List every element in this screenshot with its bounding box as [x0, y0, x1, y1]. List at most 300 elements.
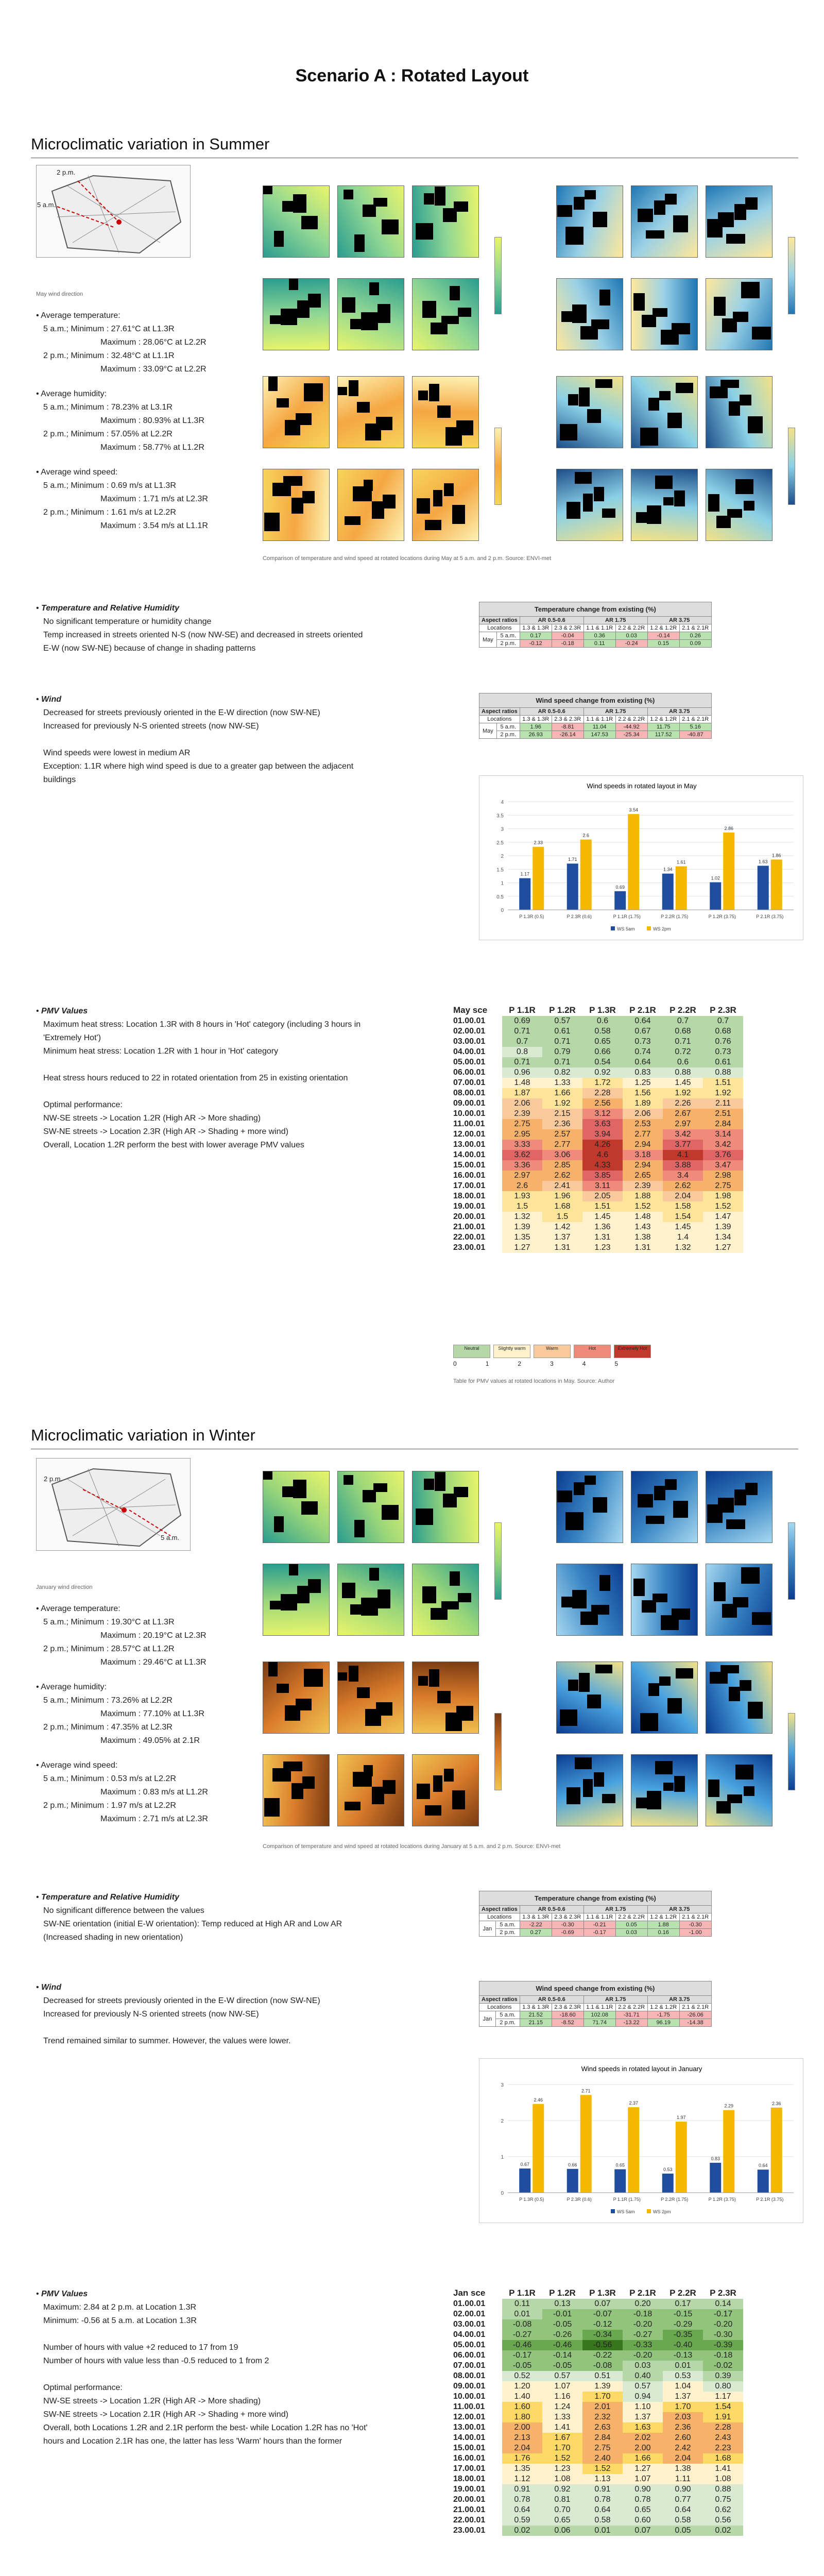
pmv-cell: -0.18 [623, 2309, 663, 2319]
pmv-cell: -0.27 [623, 2330, 663, 2340]
pmv-cell: 1.89 [623, 1098, 663, 1109]
value-cell: 0.15 [647, 640, 679, 648]
value-cell: 26.93 [520, 731, 552, 739]
legend-label: WS 2pm [653, 926, 671, 931]
simulation-map-tile [556, 278, 623, 350]
building-block [441, 316, 459, 324]
pmv-table [453, 2287, 743, 2536]
table-title: Wind speed change from existing (%) [479, 693, 712, 708]
building-block [572, 1590, 587, 1608]
building-block [301, 216, 318, 229]
table-row [453, 2526, 743, 2536]
building-block [454, 201, 468, 212]
scale-tick: 4 [582, 1360, 586, 1367]
pmv-cell: 2.00 [623, 2443, 663, 2453]
time-cell: 2 p.m. [495, 2019, 520, 2027]
building-block [281, 309, 297, 325]
pmv-cell: 0.70 [542, 2505, 582, 2515]
pmv-cell: 1.92 [703, 1088, 743, 1098]
simulation-map-tile [412, 1471, 479, 1543]
map-colour-legend [494, 1713, 502, 1790]
simulation-map-tile [706, 469, 772, 541]
stat-line: Maximum : 1.71 m/s at L2.3R [100, 495, 208, 503]
value-cell: 0.17 [520, 632, 552, 640]
building-block [433, 490, 442, 506]
building-block [673, 1501, 688, 1518]
building-block [599, 290, 610, 306]
table-row [453, 1140, 743, 1150]
building-block [602, 1794, 615, 1803]
text-line: Increased for previously N-S oriented streets (now NW-SE) [43, 722, 259, 731]
pmv-cell: 0.90 [623, 2484, 663, 2495]
pmv-cell: 1.33 [542, 2412, 582, 2422]
pmv-cell: 1.68 [703, 2453, 743, 2464]
building-block [748, 1702, 763, 1719]
pmv-cell: 0.88 [663, 1067, 703, 1078]
x-tick-label: P 2.1R (3.75) [756, 914, 784, 919]
building-block [648, 1683, 659, 1696]
building-block [665, 1479, 677, 1490]
building-block [714, 1582, 726, 1601]
time-cell: 14.00.01 [453, 2433, 486, 2442]
pmv-cell: 0.71 [542, 1037, 582, 1047]
pmv-cell: 1.48 [623, 1212, 663, 1222]
simulation-map-tile [412, 1564, 479, 1636]
pmv-cell: 1.31 [582, 1232, 623, 1243]
text-line: hours and Location 2.1R has one, the latter has less 'Warm' hours than the former [43, 2437, 342, 2446]
pmv-cell: 1.87 [502, 1088, 542, 1098]
summer-pmv-table [453, 1005, 743, 1253]
scale-tick: 0 [453, 1360, 457, 1367]
pmv-cell: 2.23 [703, 2443, 743, 2453]
bar [662, 2174, 674, 2193]
building-block [382, 219, 399, 234]
building-block [727, 509, 742, 518]
pmv-cell: 1.92 [663, 1088, 703, 1098]
bar [710, 2163, 721, 2193]
simulation-map-tile [706, 1564, 772, 1636]
winter-stat-humidity: • Average humidity: 5 a.m.; Minimum : 73.26% at L2.2R Maximum : 77.10% at L1.3R 2 p.m.; Minimum : 47.35% at L2.3R Maximum : 49.05% at 2.1R [36, 1681, 252, 1748]
stat-head: Average wind speed: [41, 1761, 118, 1770]
pmv-cell: -0.39 [703, 2340, 743, 2350]
time-cell: 06.00.01 [453, 1068, 486, 1077]
stat-line: 5 a.m.; Minimum : 73.26% at L2.2R [43, 1696, 173, 1705]
pmv-cell: 2.03 [663, 2412, 703, 2422]
stat-line: Maximum : 58.77% at L1.2R [100, 443, 204, 452]
pmv-cell: 3.11 [582, 1181, 623, 1191]
pmv-cell: 2.94 [623, 1140, 663, 1150]
pmv-cell: 2.97 [663, 1119, 703, 1129]
building-block [710, 386, 728, 398]
building-block [752, 327, 771, 340]
table-row [453, 2371, 743, 2381]
pmv-cell: 3.88 [663, 1160, 703, 1171]
building-block [425, 520, 441, 530]
site-map-svg [37, 165, 191, 258]
table-row [453, 2505, 743, 2515]
value-cell: -0.24 [615, 640, 647, 648]
building-block [417, 498, 430, 514]
time-cell: 5 a.m. [496, 723, 520, 731]
pmv-cell: 1.42 [542, 1222, 582, 1232]
pmv-cell: 0.51 [582, 2371, 623, 2381]
building-block [663, 1783, 674, 1791]
winter-simulation-maps [263, 1461, 819, 1842]
building-block [655, 1761, 673, 1774]
change-table [479, 1891, 712, 1937]
value-cell: -8.52 [552, 2019, 583, 2027]
building-block [450, 1571, 460, 1586]
pmv-cell: 0.66 [582, 1047, 623, 1057]
table-row [453, 2392, 743, 2402]
value-cell: -0.17 [583, 1929, 615, 1937]
x-tick-label: P 2.2R (1.75) [661, 2197, 689, 2202]
temp-head: Temperature and Relative Humidity [41, 604, 179, 613]
pmv-cell: 1.39 [582, 2381, 623, 2392]
pmv-cell: 1.32 [502, 1212, 542, 1222]
building-block [560, 424, 577, 440]
time-cell: 5 a.m. [495, 1921, 520, 1929]
legend-swatch [647, 2209, 651, 2213]
text-line: E-W (now SW-NE) because of change in shading patterns [43, 644, 256, 653]
building-block [572, 304, 587, 323]
loc-header: 1.2 & 1.2R [647, 2004, 679, 2011]
pmv-cell: 2.13 [502, 2433, 542, 2443]
x-tick-label: P 1.1R (1.75) [613, 914, 641, 919]
building-block [741, 282, 760, 298]
pmv-cell: 0.71 [502, 1057, 542, 1067]
building-block [579, 1673, 590, 1692]
simulation-map-tile [706, 1754, 772, 1826]
value-cell: -0.69 [552, 1929, 583, 1937]
y-tick-label: 3.5 [496, 813, 504, 819]
pmv-cell: 2.02 [623, 2433, 663, 2443]
building-block [574, 1482, 585, 1495]
building-block [304, 1669, 323, 1687]
time-cell: 2 p.m. [495, 1929, 520, 1937]
data-label: 2.46 [534, 2097, 543, 2103]
pmv-cell: 2.60 [663, 2433, 703, 2443]
pmv-cell: 0.07 [582, 2299, 623, 2309]
value-cell: 0.16 [647, 1929, 679, 1937]
building-block [383, 1780, 396, 1794]
loc-header: 2.1 & 2.1R [679, 624, 711, 632]
data-label: 2.6 [582, 833, 590, 838]
simulation-map-tile [556, 185, 623, 258]
building-block [720, 380, 739, 388]
building-block [357, 402, 370, 413]
simulation-map-tile [337, 1471, 404, 1543]
pmv-cell: -0.56 [582, 2340, 623, 2350]
bar [628, 814, 639, 910]
simulation-map-tile [631, 1471, 698, 1543]
table-row [453, 1098, 743, 1109]
pmv-cell: 0.92 [582, 1067, 623, 1078]
table-row [453, 2402, 743, 2412]
value-cell: -26.14 [552, 731, 583, 739]
x-tick-label: P 2.3R (0.6) [566, 2197, 592, 2202]
pmv-cell: 1.45 [663, 1222, 703, 1232]
pmv-cell: 0.71 [502, 1026, 542, 1037]
text-spacer [36, 2328, 458, 2341]
pmv-cell: 1.37 [663, 2392, 703, 2402]
time-cell: 5 a.m. [496, 632, 520, 640]
pmv-col-header: P 2.1R [629, 1005, 656, 1015]
pmv-cell: 1.25 [623, 1078, 663, 1088]
loc-header: 2.1 & 2.1R [679, 1913, 711, 1921]
simulation-map-tile [263, 1662, 330, 1734]
loc-header: 2.2 & 2.2R [615, 2004, 647, 2011]
pmv-cell: -0.18 [703, 2350, 743, 2361]
stat-line: 2 p.m.; Minimum : 28.57°C at L1.2R [43, 1645, 175, 1653]
building-block [302, 1776, 315, 1789]
stat-line: Maximum : 29.46°C at L1.3R [100, 1658, 207, 1667]
pmv-cell: 2.36 [663, 2422, 703, 2433]
pmv-cell: 0.7 [703, 1016, 743, 1026]
value-cell: 1.96 [520, 723, 552, 731]
pmv-cell: 2.00 [502, 2422, 542, 2433]
building-block [647, 1791, 661, 1809]
building-block [566, 502, 580, 519]
building-block [283, 1761, 302, 1771]
pmv-cell: 2.04 [502, 2443, 542, 2453]
pmv-cell: 2.42 [663, 2443, 703, 2453]
stat-line: 2 p.m.; Minimum : 1.61 m/s at L2.2R [43, 508, 176, 517]
data-label: 0.64 [758, 2163, 768, 2168]
pmv-cell: -0.27 [502, 2330, 542, 2340]
text-line: 'Extremely Hot') [43, 1033, 101, 1042]
x-tick-label: P 1.2R (3.75) [708, 2197, 736, 2202]
simulation-map-tile [631, 1662, 698, 1734]
value-cell: 5.16 [679, 723, 711, 731]
y-tick-label: 3 [501, 2082, 504, 2088]
text-line: NW-SE streets -> Location 1.2R (High AR -> More shading) [43, 2397, 261, 2405]
building-block [734, 1489, 746, 1505]
legend-box: Extremely Hot [614, 1345, 651, 1358]
building-block [654, 200, 665, 215]
building-block [342, 1583, 355, 1598]
scale-tick: 2 [518, 1360, 522, 1367]
data-label: 1.17 [520, 871, 530, 877]
pmv-cell: -0.05 [542, 2361, 582, 2371]
loc-label: Locations [479, 716, 520, 723]
building-block [338, 387, 347, 395]
pmv-col-header: P 2.2R [670, 1005, 696, 1015]
pmv-cell: 1.38 [663, 2464, 703, 2474]
summer-map-label-2pm: 2 p.m. [57, 168, 76, 176]
scale-tick: 3 [550, 1360, 554, 1367]
building-block [674, 490, 685, 506]
building-block [418, 1676, 428, 1686]
pmv-cell: 0.17 [663, 2299, 703, 2309]
pmv-cell: 1.45 [663, 1078, 703, 1088]
building-block [417, 1784, 430, 1799]
pmv-cell: 3.36 [502, 1160, 542, 1171]
winter-temp-block: • Temperature and Relative Humidity No significant difference between the values SW-NE orientation (initial E-W orientation): Temp reduced at High AR and Low AR (Increased shading in new orientation) [36, 1891, 458, 1944]
pmv-cell: 2.6 [502, 1181, 542, 1191]
pmv-cell: 2.04 [663, 1191, 703, 1201]
simulation-map-tile [263, 1754, 330, 1826]
building-block [454, 1487, 468, 1497]
building-block [364, 480, 373, 491]
aspect-label: Aspect ratios [479, 708, 520, 716]
building-block [560, 1709, 577, 1726]
pmv-cell: 3.4 [663, 1171, 703, 1181]
pmv-cell: 1.54 [663, 1212, 703, 1222]
data-label: 1.86 [771, 853, 781, 858]
data-label: 0.65 [615, 2162, 625, 2168]
table-row [453, 2381, 743, 2392]
pmv-cell: 0.57 [623, 2381, 663, 2392]
map-colour-legend [788, 1713, 795, 1790]
building-block [575, 472, 592, 484]
building-block [289, 279, 298, 290]
building-block [433, 1775, 442, 1792]
simulation-map-tile [337, 278, 404, 350]
pmv-cell: 0.58 [663, 2515, 703, 2526]
building-block [565, 227, 583, 245]
pmv-cell: -0.17 [502, 2350, 542, 2361]
pmv-cell: 2.39 [623, 1181, 663, 1191]
value-cell: 1.88 [647, 1921, 679, 1929]
time-cell: 20.00.01 [453, 1212, 486, 1221]
stat-line: Maximum : 0.83 m/s at L1.2R [100, 1788, 208, 1797]
building-block [301, 1501, 318, 1515]
pmv-cell: 0.68 [703, 1026, 743, 1037]
building-block [591, 319, 609, 329]
value-cell: 0.03 [615, 1929, 647, 1937]
building-block [557, 1490, 572, 1502]
pmv-cell: 2.43 [703, 2433, 743, 2443]
data-label: 1.71 [568, 857, 577, 862]
building-block [744, 1786, 754, 1796]
building-block [646, 230, 664, 239]
pmv-cell: 2.11 [703, 1098, 743, 1109]
building-block [729, 401, 740, 416]
aspect-group: AR 1.75 [583, 1996, 647, 2004]
pmv-cell: 2.65 [623, 1171, 663, 1181]
table-title: Temperature change from existing (%) [479, 602, 712, 617]
building-block [456, 420, 473, 435]
text-line: Overall, both Locations 1.2R and 2.1R perform the best- while Location 1.2R has no 'Hot' [43, 2424, 368, 2432]
pmv-cell: 2.75 [703, 1181, 743, 1191]
loc-header: 2.2 & 2.2R [615, 624, 647, 632]
pmv-cell: -0.15 [663, 2309, 703, 2319]
bar [580, 2095, 592, 2193]
pmv-cell: 1.52 [703, 1201, 743, 1212]
aspect-group: AR 1.75 [583, 617, 647, 624]
building-block [416, 223, 433, 240]
loc-header: 1.2 & 1.2R [647, 716, 679, 723]
summer-simulation-maps [263, 175, 819, 556]
winter-pmv-block: • PMV Values Maximum: 2.84 at 2 p.m. at Location 1.3R Minimum: -0.56 at 5 a.m. at Location 1.3R Number of hours with value +2 reduced to 17 from 19 Number of hours with value less than -0.5 reduced to 1 from 2 Optimal performance: NW-SE streets -> Location 1.2R (High AR -> More shading) SW-NE streets -> Location 2.1R (High AR -> Shading + more wind) Overall, both Locations 1.2R and 2.1R perform the best- while Location 1.2R has no 'Hot' hours and Location 2.1R has one, the latter has less 'Warm' hours than the former [36, 2287, 458, 2448]
aspect-group: AR 3.75 [647, 1906, 711, 1913]
simulation-map-tile [263, 376, 330, 448]
building-block [293, 1480, 306, 1498]
pmv-cell: 2.62 [663, 1181, 703, 1191]
pmv-col-header: P 2.2R [670, 2288, 696, 2298]
simulation-map-tile [412, 278, 479, 350]
change-table [479, 602, 712, 648]
building-block [665, 194, 677, 205]
stat-line: Maximum : 49.05% at 2.1R [100, 1736, 200, 1745]
time-cell: 22.00.01 [453, 2516, 486, 2524]
pmv-cell: 1.36 [582, 1222, 623, 1232]
pmv-cell: 0.69 [502, 1016, 542, 1026]
data-label: 0.66 [568, 2162, 577, 2167]
pmv-cell: 4.1 [663, 1150, 703, 1160]
summer-stats [36, 309, 252, 533]
building-block [296, 1699, 312, 1710]
simulation-map-tile [631, 1564, 698, 1636]
pmv-cell: 1.39 [502, 1222, 542, 1232]
building-block [574, 197, 585, 210]
loc-header: 2.2 & 2.2R [615, 716, 647, 723]
pmv-cell: 1.40 [502, 2392, 542, 2402]
pmv-cell: -0.35 [663, 2330, 703, 2340]
pmv-cell: -0.33 [623, 2340, 663, 2350]
text-spacer [36, 733, 474, 747]
building-block [599, 1575, 610, 1591]
data-label: 0.67 [520, 2162, 530, 2167]
building-block [648, 398, 659, 411]
bar-chart-svg [479, 776, 804, 941]
scale-tick: 5 [614, 1360, 619, 1367]
value-cell: -44.92 [615, 723, 647, 731]
legend-box: Hot [574, 1345, 611, 1358]
building-block [585, 190, 596, 199]
aspect-group: AR 0.5-0.6 [520, 708, 583, 716]
pmv-cell: 1.91 [703, 2412, 743, 2422]
time-cell: 08.00.01 [453, 2371, 486, 2380]
building-block [587, 409, 601, 423]
building-block [431, 1608, 448, 1620]
building-block [418, 391, 428, 400]
pmv-cell: 1.92 [542, 1098, 582, 1109]
pmv-cell: 0.52 [502, 2371, 542, 2381]
pmv-cell: 1.20 [502, 2381, 542, 2392]
simulation-map-tile [337, 1564, 404, 1636]
table-row [453, 1026, 743, 1037]
winter-map-label-5am: 5 a.m. [161, 1534, 180, 1541]
pmv-cell: 1.98 [703, 1191, 743, 1201]
simulation-map-tile [412, 376, 479, 448]
pmv-cell: 1.72 [582, 1078, 623, 1088]
pmv-cell: 4.26 [582, 1140, 623, 1150]
pmv-cell: 1.43 [623, 1222, 663, 1232]
pmv-cell: 1.58 [663, 1201, 703, 1212]
pmv-cell: -0.12 [582, 2319, 623, 2330]
pmv-cell: 0.73 [623, 1037, 663, 1047]
pmv-cell: 1.70 [542, 2443, 582, 2453]
data-label: 1.63 [758, 859, 768, 865]
building-block [308, 1579, 321, 1593]
simulation-map-tile [263, 278, 330, 350]
pmv-cell: 0.81 [542, 2495, 582, 2505]
pmv-cell: 2.28 [582, 1088, 623, 1098]
stat-line: 5 a.m.; Minimum : 0.53 m/s at L2.2R [43, 1774, 176, 1783]
building-block [602, 509, 615, 518]
pmv-cell: 2.57 [542, 1129, 582, 1140]
bar [662, 874, 674, 910]
pmv-cell: 3.14 [703, 1129, 743, 1140]
data-label: 3.54 [629, 807, 639, 813]
table-row [453, 1119, 743, 1129]
building-block [594, 487, 604, 501]
building-block [383, 495, 396, 509]
winter-map-label-2pm: 2 p.m. [44, 1475, 63, 1483]
data-label: 2.29 [724, 2103, 734, 2109]
